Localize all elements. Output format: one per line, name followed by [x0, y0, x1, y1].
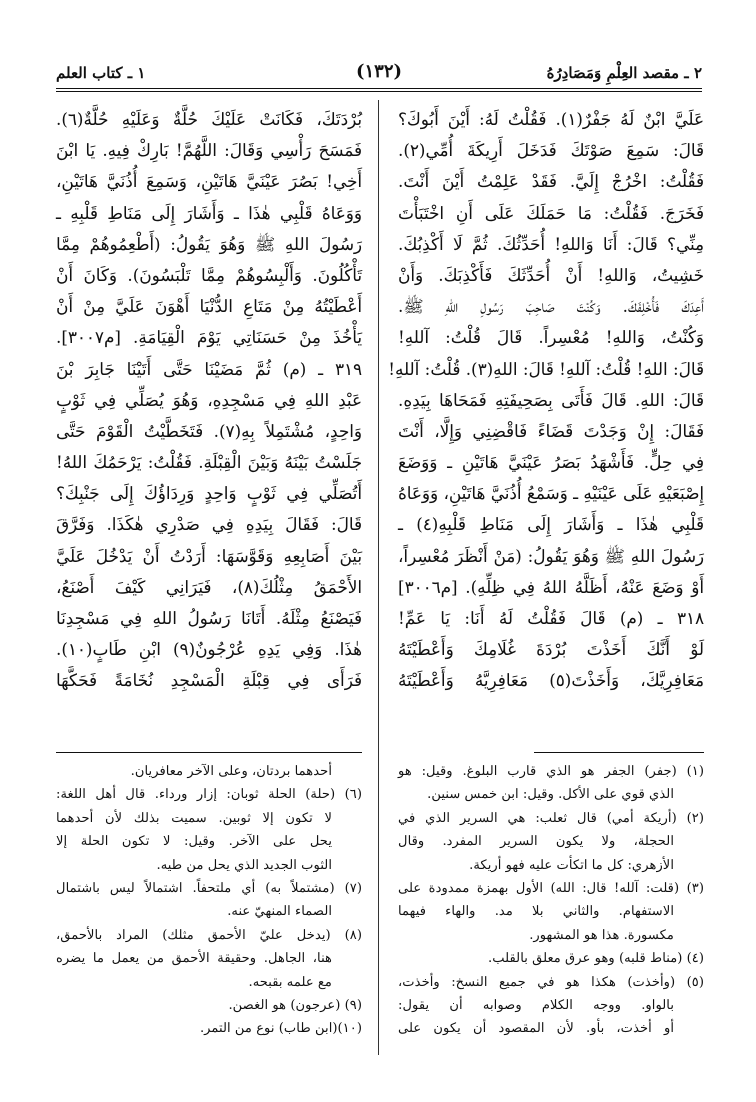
footnote-line: لا تكون إلا ثوبين. سميت بذلك لأن أحدهما [56, 810, 332, 826]
text-line: لَوْ أَنَّكَ أَخَذْتَ بُرْدَةَ غُلَامِكَ وَأَعْطَيْتَهُ [398, 639, 704, 660]
text-line: فَخَرَجَ. فَقُلْتُ: مَا حَمَلَكَ عَلَى أَنِ اخْتَبَأْتَ [398, 202, 704, 223]
text-line: رَسُولَ اللهِ ﷺ وَهُوَ يَقُولُ: (مَنْ أَنْظَرَ مُعْسِراً، [398, 545, 704, 566]
footnote-line: (٥) (وأخذت) هكذا هو في جميع النسخ: وأخذت، [398, 974, 704, 990]
right-text-column [388, 104, 704, 697]
text-line: عَبْدِ اللهِ فِي مَسْجِدِهِ، وَهُوَ يُصَلِّي فِي ثَوْبٍ [56, 389, 362, 410]
book-title: ١ ـ كتاب العلم [56, 64, 146, 82]
page-header [56, 58, 702, 88]
footnote-line: الاستفهام. والثاني بلا مد. والهاء فيهما [398, 904, 674, 920]
text-line: ٣١٩ ـ (م) ثُمَّ مَضَيْنَا حَتَّى أَتَيْنَا جَابِرَ بْنَ [56, 358, 362, 379]
section-title: ٢ ـ مقصد العِلْمِ وَمَصَادِرُهُ [546, 64, 702, 82]
page-number: (١٣٢) [355, 61, 403, 82]
header-rule [56, 88, 702, 89]
text-line: قَالَ: اللهِ. قَالَ فَأَتَى بِصَحِيفَتِهِ فَمَحَاهَا بِيَدِهِ. [398, 389, 704, 410]
column-divider [378, 100, 379, 1055]
footnote-line: (٣) (قلت: آلله! قال: الله) الأول بهمزة ممدودة على [398, 880, 704, 896]
footnote-line: (١) (جفر) الجفر هو الذي قارب البلوغ. وقيل: هو [398, 764, 704, 779]
text-line: خَشِيتُ، وَاللهِ! أَنْ أُحَدِّثَكَ فَأَكْذِبَكَ. وَأَنْ [398, 264, 704, 285]
footnotes-left [56, 760, 362, 1041]
footnote-line: يحل على الآخر. وقيل: لا تكون الحلة إلا [56, 834, 332, 850]
text-line: أَتُصَلِّي فِي ثَوْبٍ وَاحِدٍ وَرِدَاؤُكَ إِلَى جَنْبِكَ؟ [56, 483, 362, 504]
text-line: فَمَسَحَ رَأْسِي وَقَالَ: اللَّهُمَّ! بَارِكْ فِيهِ. يَا ابْنَ [56, 140, 362, 161]
footnote-line: أحدهما بردتان، وعلى الآخر معافريان. [130, 764, 332, 779]
footnote-line: الذي قوي على الأكل. وقيل: ابن خمس سنين. [427, 787, 674, 803]
text-line: أَوْ وَضَعَ عَنْهُ، أَظَلَّهُ اللهُ فِي ظِلِّهِ). [م٣٠٠٦] [398, 576, 704, 597]
footnote-line: الحجلة، ولا يكون السرير المفرد. وقال [398, 834, 674, 850]
text-line: وَكُنْتُ، وَاللهِ! مُعْسِراً. قَالَ قُلْتُ: آللهِ! [398, 327, 704, 348]
text-line: قَلْبِي هٰذَا ـ وَأَشَارَ إِلَى مَنَاطِ قَلْبِهِ(٤) ـ [398, 514, 704, 535]
footnote-line: الثوب الجديد الذي يحل من طيه. [156, 857, 332, 873]
text-line: يَأْخُذَ مِنْ حَسَنَاتِي يَوْمَ الْقِيَامَةِ. [م٣٠٠٧]. [56, 327, 362, 348]
footnote-line: (٢) (أريكة أمي) قال ثعلب: هي السرير الذي في [398, 810, 704, 826]
text-line: فَيَصْنَعُ مِثْلَهُ. أَتَانَا رَسُولُ اللهِ فِي مَسْجِدِنَا [56, 608, 362, 628]
footnote-line: (٩) (عرجون) هو الغصن. [228, 997, 362, 1013]
text-line: وَوَعَاهُ قَلْبِي هٰذَا ـ وَأَشَارَ إِلَى مَنَاطِ قَلْبِهِ ـ [56, 202, 362, 223]
text-line: جَلَسْتُ بَيْنَهُ وَبَيْنَ الْقِبْلَةِ. فَقُلْتُ: يَرْحَمُكَ اللهُ! [56, 452, 362, 473]
text-line: أَعْطَيْتُهُ مِنْ مَتَاعِ الدُّنْيَا أَهْوَنَ عَلَيَّ مِنْ أَنْ [56, 296, 362, 317]
footnote-line: مكسورة. هذا هو المشهور. [529, 927, 674, 943]
text-line: عَلَيَّ ابْنٌ لَهُ جَفْرٌ(١). فَقُلْتُ لَهُ: أَيْنَ أَبُوكَ؟ [398, 109, 704, 129]
footnote-line: الصماء المنهيّ عنه. [227, 904, 332, 920]
text-line: أَخِي! بَصُرَ عَيْنَيَّ هَاتَيْنِ، وَسَمِعَ أُذُنَيَّ هَاتَيْنِ، [56, 171, 362, 192]
footnote-line: (١٠)(ابن طاب) نوع من التمر. [199, 1021, 362, 1037]
footnote-line: بالواو. ووجه الكلام وصوابه أن يقول: [398, 997, 674, 1013]
text-line: فَقَالَ: إِنْ وَجَدْتَ قَضَاءً فَاقْضِنِي وَإِلَّا، أَنْتَ [398, 420, 704, 441]
text-line: فِي حِلٍّ. فَأَشْهَدُ بَصَرُ عَيْنَيَّ هَاتَيْنِ ـ وَوَضَعَ [398, 452, 704, 473]
text-line: قَالَ: فَقَالَ بِيَدِهِ فِي صَدْرِي هٰكَذَا. وَفَرَّقَ [56, 514, 362, 535]
footnote-separator-left [56, 752, 362, 753]
text-line: تَأْكُلُونَ. وَأَلْبِسُوهُمْ مِمَّا تَلْبَسُونَ). وَكَانَ أَنْ [56, 264, 362, 285]
text-line: أَعِدَكَ فَأُخْلِفَكَ. وَكُنْتَ صَاحِبَ رَسُولِ اللهِ ﷺ. [398, 296, 704, 317]
text-line: بُرْدَتَكَ، فَكَانَتْ عَلَيْكَ حُلَّةٌ وَعَلَيْهِ حُلَّةٌ(٦). [56, 109, 362, 129]
text-line: رَسُولَ اللهِ ﷺ وَهُوَ يَقُولُ: (أَطْعِمُوهُمْ مِمَّا [56, 233, 362, 254]
text-line: مَعَافِرِيَّكَ، وَأَخَذْتَ(٥) مَعَافِرِيَّهُ وَأَعْطَيْتَهُ [398, 670, 704, 691]
text-line: ٣١٨ ـ (م) قَالَ فَقُلْتُ لَهُ أَنَا: يَا عَمِّ! [398, 608, 704, 628]
text-line: فَرَأَى فِي قِبْلَةِ الْمَسْجِدِ نُخَامَةً فَحَكَّهَا [56, 670, 362, 691]
footnote-line: مع علمه بقبحه. [248, 974, 332, 990]
text-line: فَقُلْتُ: اخْرُجْ إِلَيَّ. فَقَدْ عَلِمْتُ أَيْنَ أَنْتَ. [398, 171, 704, 192]
text-line: قَالَ: اللهِ! قُلْتُ: آللهِ! قَالَ: اللهِ(٣). قُلْتُ: آللهِ! [388, 358, 704, 379]
footnote-line: (٤) (مناط قلبه) وهو عرق معلق بالقلب. [488, 951, 704, 967]
footnote-line: (٦) (حلة) الحلة ثوبان: إزار ورداء. قال أهل اللغة: [56, 787, 362, 803]
text-line: هٰذَا. وَفِي يَدِهِ عُرْجُونٌ(٩) ابْنِ طَابٍ(١٠). [56, 639, 363, 660]
left-text-column [56, 104, 362, 697]
footnote-separator-right [534, 752, 704, 753]
footnote-line: أو أخذت، بأو. لأن المقصود أن يكون على [398, 1021, 674, 1037]
header-rule-thin [56, 91, 702, 92]
text-line: الأَحْمَقُ مِثْلُكَ(٨)، فَيَرَانِي كَيْفَ أَصْنَعُ، [56, 576, 362, 597]
footnote-line: هنا، الجاهل. وحقيقة الأحمق من يعمل ما يضره [56, 951, 332, 967]
text-line: مِنِّي؟ قَالَ: أَنَا وَاللهِ! أُحَدِّثُكَ. ثُمَّ لَا أَكْذِبُكَ. [398, 233, 704, 254]
footnote-line: (٨) (يدخل عليّ الأحمق مثلك) المراد بالأحمق، [56, 927, 362, 943]
text-line: إِصْبَعَيْهِ عَلَى عَيْنَيْهِ ـ وَسَمْعُ أُذُنَيَّ هَاتَيْنِ، وَوَعَاهُ [398, 483, 704, 504]
text-line: قَالَ: سَمِعَ صَوْتَكَ فَدَخَلَ أَرِيكَةَ أُمِّي(٢). [398, 140, 704, 161]
text-line: بَيْنَ أَصَابِعِهِ وَقَوَّسَهَا: أَرَدْتُ أَنْ يَدْخُلَ عَلَيَّ [56, 545, 362, 566]
text-line: وَاحِدٍ، مُشْتَمِلاً بِهِ(٧). فَتَخَطَّيْتُ الْقَوْمَ حَتَّى [56, 420, 362, 441]
footnotes-right [398, 760, 704, 1041]
footnote-line: (٧) (مشتملاً به) أي ملتحفاً. اشتمالاً ليس باشتمال [56, 880, 362, 896]
footnote-line: الأزهري: كل ما اتكأت عليه فهو أريكة. [469, 857, 674, 873]
